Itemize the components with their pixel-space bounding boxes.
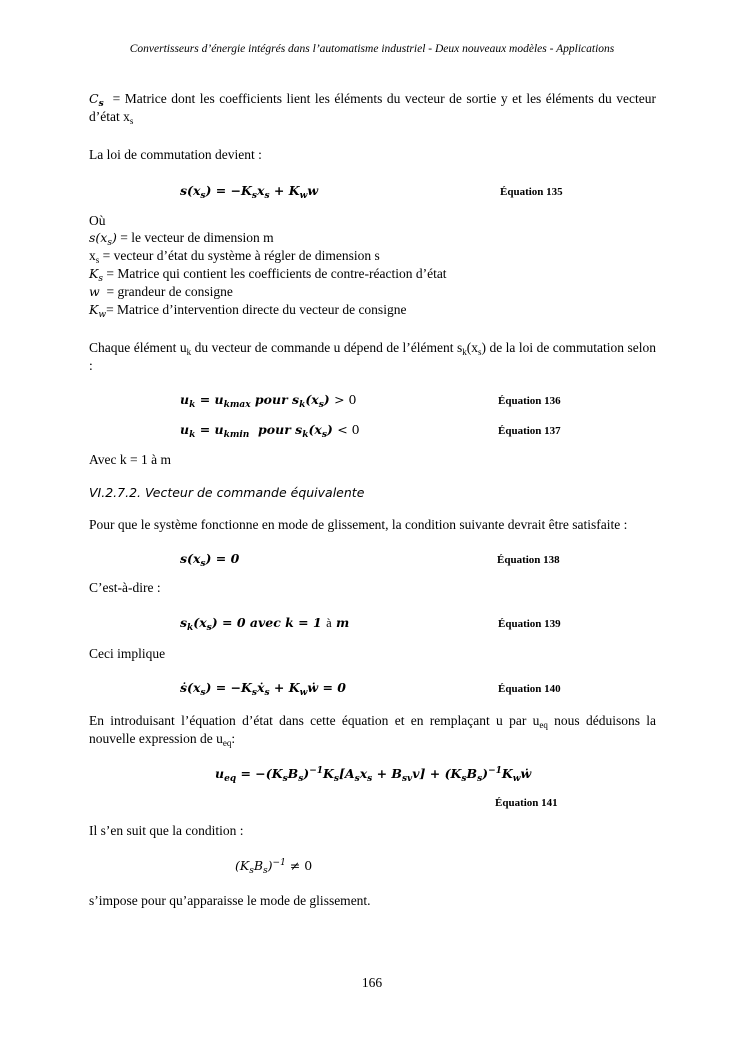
equation-141-label: Équation 141 xyxy=(495,797,558,809)
condition-equation: $(K_sB_s)^{-1} \ne 0$ xyxy=(235,858,313,876)
equation-137: $u_k = u_{kmin}$ pour $s_k(x_s) < 0$ xyxy=(180,422,360,440)
ceci-implique: Ceci implique xyxy=(89,646,166,661)
loi-intro: La loi de commutation devient : xyxy=(89,147,262,162)
glissement-paragraph: Pour que le système fonctionne en mode de glissement, la condition suivante devrait être satisfaite : xyxy=(89,517,628,532)
equation-138: $s(x_s) = 0$ xyxy=(180,551,240,569)
def-w: w = grandeur de consigne xyxy=(89,284,233,299)
equation-140: $ṡ(x_s)$ = $-K_sẋ_s$ + $K_wẇ = 0$ xyxy=(180,680,346,698)
chaque-paragraph: Chaque élément $u_k$ du vecteur de commande u dépend de l’élément $s_k(x_s)$ de la loi de commutation selon : xyxy=(89,340,656,373)
def-s: $s(x_s)$ = le vecteur de dimension m xyxy=(89,230,274,248)
equation-136: $u_k = u_{kmax}$ pour $s_k(x_s) > 0$ xyxy=(180,392,357,410)
equation-140-label: Équation 140 xyxy=(498,683,561,695)
def-ks: $K_s$ = Matrice qui contient les coefficients de contre-réaction d’état xyxy=(89,266,447,284)
equation-136-label: Équation 136 xyxy=(498,395,561,407)
il-sen-suit: Il s’en suit que la condition : xyxy=(89,823,244,838)
impose-text: s’impose pour qu’apparaisse le mode de glissement. xyxy=(89,893,371,908)
equation-135: $s(x_s) = -K_sx_s + K_ww$ xyxy=(180,183,319,201)
equation-135-label: Équation 135 xyxy=(500,186,563,198)
ou-label: Où xyxy=(89,213,106,228)
cs-definition: $C_s$ = Matrice dont les coefficients lient les éléments du vecteur de sortie y et les éléments du vecteur d’état $x_s$ xyxy=(89,91,657,126)
intro-paragraph: En introduisant l’équation d’état dans cette équation et en remplaçant u par $u_{eq}$ nous déduisons la nouvelle expression de $u_{eq}$: xyxy=(89,713,656,748)
def-xs: $x_s$ = vecteur d’état du système à régler de dimension s xyxy=(89,248,380,265)
def-kw: $K_w=$ Matrice d’intervention directe du vecteur de consigne xyxy=(89,302,407,320)
equation-141: $u_{eq} = -(K_sB_s)^{-1}K_s[A_sx_s + B_{sv}v]$ + $(K_sB_s)^{-1}K_wẇ$ xyxy=(215,766,532,784)
page-number: 166 xyxy=(361,975,383,990)
cest-a-dire: C’est-à-dire : xyxy=(89,580,161,595)
page-header: Convertisseurs d’énergie intégrés dans l’automatisme industriel - Deux nouveaux modèles - Applications xyxy=(129,43,615,55)
equation-137-label: Équation 137 xyxy=(498,425,561,437)
cs-symbol: $C_s$ xyxy=(89,91,104,109)
section-title: VI.2.7.2. Vecteur de commande équivalente xyxy=(89,485,365,500)
avec-k: Avec k = 1 à m xyxy=(89,452,171,467)
equation-138-label: Équation 138 xyxy=(497,554,560,566)
equation-139-label: Équation 139 xyxy=(498,618,561,630)
equation-139: $s_k(x_s) = 0$ avec k = 1 à m xyxy=(180,615,350,633)
